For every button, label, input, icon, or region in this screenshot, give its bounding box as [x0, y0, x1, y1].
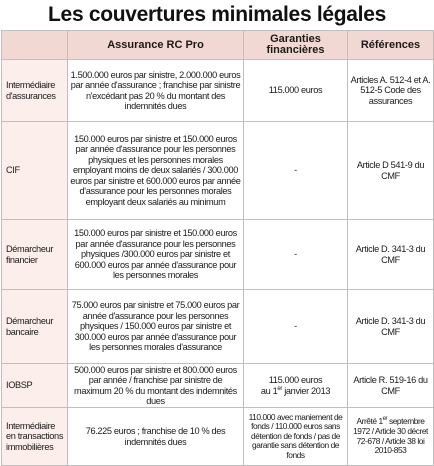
garanties-amount: 115.000 euros — [268, 375, 323, 386]
header-rc-pro: Assurance RC Pro — [68, 31, 244, 60]
rc-pro-cell: 150.000 euros par sinistre et 150.000 euros par année d'assurance pour les personnes physiques /300.000 euros par sinistre et 600.000 euros par année d'assurance pour les personnes morales — [68, 220, 244, 290]
table-row — [2, 122, 434, 220]
row-label: Intermédiaire d'assurances — [2, 60, 68, 122]
garanties-cell: - — [244, 122, 348, 220]
garanties-date-post: janvier 2013 — [282, 385, 331, 396]
rc-pro-cell: 76.225 euros ; franchise de 10 % des indemnités dues — [68, 408, 244, 466]
references-cell: Article D 541-9 du CMF — [348, 122, 434, 220]
garanties-cell — [244, 364, 348, 408]
table-row — [2, 290, 434, 364]
references-cell: Article D. 341-3 du CMF — [348, 220, 434, 290]
row-label: Intermédiaire en transactions immobilières — [2, 408, 68, 466]
garanties-date-sup: er — [277, 385, 283, 392]
table-header-row — [2, 31, 434, 60]
garanties-cell: - — [244, 290, 348, 364]
garanties-date-pre: au 1 — [260, 385, 278, 396]
references-cell: Article D. 341-3 du CMF — [348, 290, 434, 364]
page-title: Les couvertures minimales légales — [48, 3, 386, 26]
table-row — [2, 60, 434, 122]
table-row — [2, 364, 434, 408]
references-post: septembre 1972 / Article 30 décret 72-678 / Article 38 loi 2010-853 — [353, 416, 428, 456]
table-row — [2, 408, 434, 466]
references-cell — [348, 408, 434, 466]
row-label: IOBSP — [2, 364, 68, 408]
references-sup: er — [382, 416, 388, 423]
header-references: Références — [348, 31, 434, 60]
coverage-table — [1, 30, 434, 466]
header-empty — [2, 31, 68, 60]
row-label: CIF — [2, 122, 68, 220]
garanties-cell: - — [244, 220, 348, 290]
references-cell: Articles A. 512-4 et A. 512-5 Code des assurances — [348, 60, 434, 122]
rc-pro-cell: 1.500.000 euros par sinistre, 2.000.000 euros par année d'assurance ; franchise par sinistre n'excédant pas 20 % du montant des indemnités dues — [68, 60, 244, 122]
row-label: Démarcheur bancaire — [2, 290, 68, 364]
header-garanties: Garanties financières — [244, 31, 348, 60]
garanties-cell: 115.000 euros — [244, 60, 348, 122]
row-label: Démarcheur financier — [2, 220, 68, 290]
table-row — [2, 220, 434, 290]
rc-pro-cell: 75.000 euros par sinistre et 75.000 euros par année d'assurance pour les personnes physiques / 150.000 euros par sinistre et 300.000 euros par année d'assurance pour les personnes morales d'assurance — [68, 290, 244, 364]
garanties-cell: 110.000 avec maniement de fonds / 110.000 euros sans détention de fonds / pas de garantie sans détention de fonds — [244, 408, 348, 466]
rc-pro-cell: 500.000 euros par sinistre et 800.000 euros par année / franchise par sinistre de maximum 20 % du montant des indemnités dues — [68, 364, 244, 408]
references-cell: Article R. 519-16 du CMF — [348, 364, 434, 408]
references-pre: Arrêté 1 — [356, 416, 383, 427]
rc-pro-cell: 150.000 euros par sinistre et 150.000 euros par année d'assurance pour les personnes physiques et les personnes morales employant moins de deux salariés / 300.000 euros par sinistre et 600.000 euros par année d'assurance pour les personnes morales employant deux salariés au minimum — [68, 122, 244, 220]
